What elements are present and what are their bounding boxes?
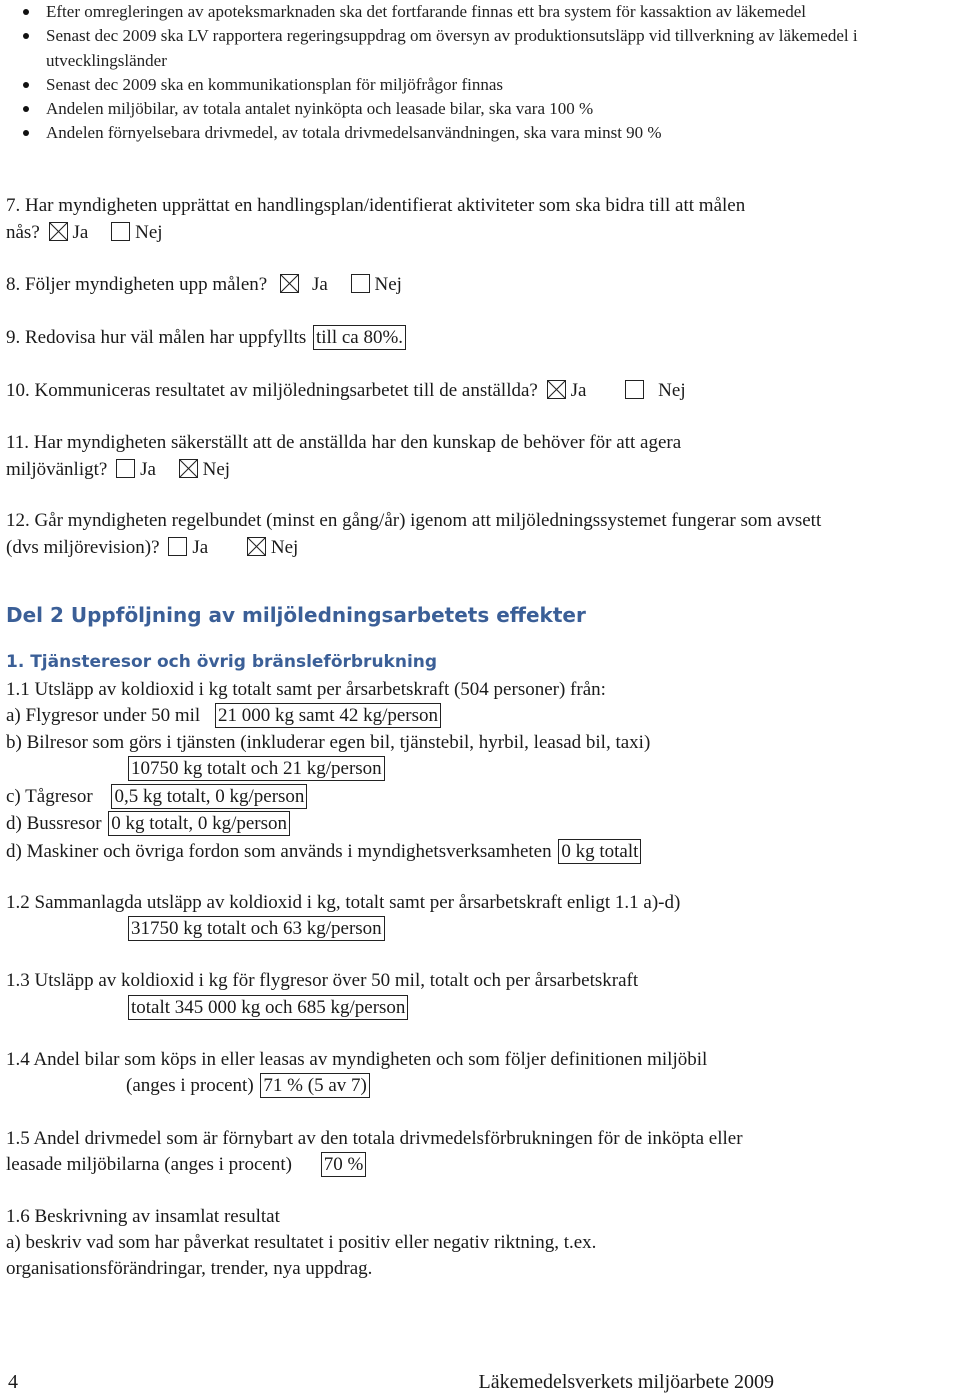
item-1-3 — [126, 995, 408, 1020]
question-11-text-cont: miljövänligt? — [6, 458, 108, 480]
item-1-1-e-label: d) Maskiner och övriga fordon som används i myndighetsverksamheten — [6, 841, 552, 862]
item-1-1-e — [6, 839, 641, 865]
bullet-item: Andelen förnyelsebara drivmedel, av totala drivmedelsanvändningen, ska vara minst 90 % — [0, 121, 960, 145]
question-11-text: 11. Har myndigheten säkerställt att de anställda har den kunskap de behöver för att agera — [6, 432, 682, 453]
q12-yes-checkbox[interactable] — [168, 537, 187, 556]
q8-no-checkbox[interactable] — [351, 274, 370, 293]
item-1-3-title: 1.3 Utsläpp av koldioxid i kg för flygresor över 50 mil, totalt och per årsarbetskraft — [6, 970, 639, 991]
item-1-1-d-value[interactable]: 0 kg totalt, 0 kg/person — [108, 811, 290, 836]
item-1-3-value[interactable]: totalt 345 000 kg och 685 kg/person — [128, 995, 408, 1020]
item-1-4-value[interactable]: 71 % (5 av 7) — [260, 1073, 369, 1098]
section-heading: Del 2 Uppföljning av miljöledningsarbetets effekter — [6, 603, 586, 627]
question-7-text-cont: nås? — [6, 221, 40, 243]
q12-yes-label: Ja — [192, 536, 209, 558]
question-12 — [6, 508, 821, 561]
q8-yes-label: Ja — [311, 274, 328, 295]
item-1-2 — [126, 916, 385, 941]
item-1-1-title: 1.1 Utsläpp av koldioxid i kg totalt samt per årsarbetskraft (504 personer) från: — [6, 679, 606, 700]
q11-no-checkbox-checked[interactable] — [179, 459, 198, 478]
item-1-1-a-value[interactable]: 21 000 kg samt 42 kg/person — [215, 703, 441, 728]
question-8 — [6, 272, 402, 299]
q7-no-checkbox[interactable] — [111, 222, 130, 241]
question-9 — [6, 325, 406, 352]
item-1-4-sub: (anges i procent) — [126, 1075, 254, 1096]
question-11 — [6, 430, 681, 483]
item-1-1-c — [6, 784, 307, 810]
subsection-heading: 1. Tjänsteresor och övrig bränsleförbrukning — [6, 652, 438, 672]
bullet-item: Efter omregleringen av apoteksmarknaden ska det fortfarande finnas ett bra system för kassaktion av läkemedel — [0, 0, 960, 24]
item-1-1-b-value[interactable]: 10750 kg totalt och 21 kg/person — [128, 756, 385, 781]
question-10-text: 10. Kommuniceras resultatet av miljöledningsarbetet till de anställda? — [6, 380, 538, 401]
item-1-1-e-value[interactable]: 0 kg totalt — [558, 839, 641, 864]
q7-no-label: Nej — [135, 221, 163, 243]
bullet-item: Senast dec 2009 ska LV rapportera regeringsuppdrag om översyn av produktionsutsläpp vid tillverkning av läkemedel i utvecklingsländer — [0, 24, 960, 73]
q7-yes-label: Ja — [72, 221, 89, 243]
q11-yes-checkbox[interactable] — [116, 459, 135, 478]
item-1-1-d-label: d) Bussresor — [6, 813, 102, 834]
item-1-5 — [6, 1152, 366, 1178]
item-1-1-a — [6, 703, 441, 729]
q10-yes-checkbox-checked[interactable] — [547, 380, 566, 399]
q8-yes-checkbox-checked[interactable] — [280, 274, 299, 293]
item-1-5-value[interactable]: 70 % — [321, 1152, 367, 1177]
item-1-1-c-value[interactable]: 0,5 kg totalt, 0 kg/person — [111, 784, 307, 809]
question-7 — [6, 193, 745, 246]
item-1-1-a-label: a) Flygresor under 50 mil — [6, 705, 201, 726]
q11-no-label: Nej — [202, 458, 231, 480]
item-1-2-title: 1.2 Sammanlagda utsläpp av koldioxid i kg, totalt samt per årsarbetskraft enligt 1.1 a)-d) — [6, 892, 681, 913]
item-1-4 — [126, 1073, 370, 1098]
question-7-text: 7. Har myndigheten upprättat en handlingsplan/identifierat aktiviteter som ska bidra till att målen — [6, 195, 746, 216]
q12-no-checkbox-checked[interactable] — [247, 537, 266, 556]
question-12-text-cont: (dvs miljörevision)? — [6, 536, 160, 558]
bullet-item: Andelen miljöbilar, av totala antalet nyinköpta och leasade bilar, ska vara 100 % — [0, 97, 960, 121]
item-1-1-b — [126, 756, 385, 781]
q10-no-checkbox[interactable] — [625, 380, 644, 399]
item-1-5-sub: leasade miljöbilarna (anges i procent) — [6, 1154, 292, 1175]
item-1-4-title: 1.4 Andel bilar som köps in eller leasas av myndigheten och som följer definitionen miljöbil — [6, 1049, 708, 1070]
question-9-text: 9. Redovisa hur väl målen har uppfyllts — [6, 327, 307, 348]
item-1-1-c-label: c) Tågresor — [6, 786, 93, 807]
item-1-5-title: 1.5 Andel drivmedel som är förnybart av den totala drivmedelsförbrukningen för de inköpta eller — [6, 1128, 743, 1149]
question-12-text: 12. Går myndigheten regelbundet (minst en gång/år) igenom att miljöledningssystemet fungerar som avsett — [6, 510, 822, 531]
question-10 — [6, 378, 686, 405]
q11-yes-label: Ja — [140, 458, 156, 480]
goal-bullet-list — [0, 0, 960, 146]
page-number: 4 — [8, 1371, 18, 1393]
q9-answer-field[interactable]: till ca 80%. — [313, 325, 406, 350]
q10-no-label: Nej — [658, 380, 686, 401]
item-1-1-d — [6, 811, 290, 837]
bullet-item: Senast dec 2009 ska en kommunikationsplan för miljöfrågor finnas — [0, 73, 960, 97]
item-1-6-a-cont: organisationsförändringar, trender, nya uppdrag. — [6, 1258, 373, 1279]
item-1-6-a: a) beskriv vad som har påverkat resultatet i positiv eller negativ riktning, t.ex. — [6, 1232, 597, 1253]
q8-no-label: Nej — [374, 274, 402, 295]
q7-yes-checkbox-checked[interactable] — [49, 222, 68, 241]
question-8-text: 8. Följer myndigheten upp målen? — [6, 274, 268, 295]
item-1-6-title: 1.6 Beskrivning av insamlat resultat — [6, 1206, 280, 1227]
item-1-1-b-label: b) Bilresor som görs i tjänsten (inkluderar egen bil, tjänstebil, hyrbil, leasad bil, taxi) — [6, 732, 651, 753]
footer-title: Läkemedelsverkets miljöarbete 2009 — [478, 1371, 774, 1393]
q10-yes-label: Ja — [570, 380, 587, 401]
item-1-2-value[interactable]: 31750 kg totalt och 63 kg/person — [128, 916, 385, 941]
q12-no-label: Nej — [270, 536, 299, 558]
